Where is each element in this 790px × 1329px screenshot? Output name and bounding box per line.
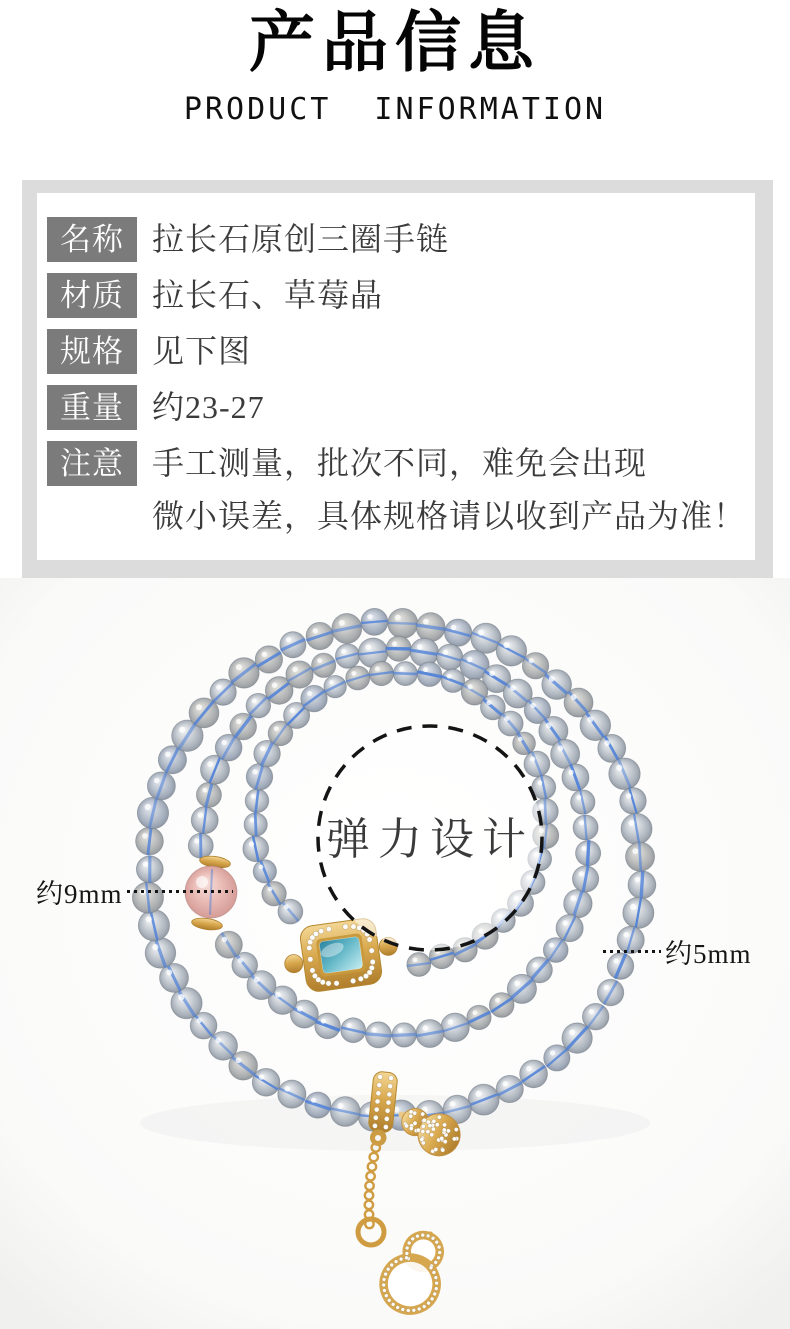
size-annotation-9mm bbox=[36, 872, 233, 911]
info-row-weight bbox=[47, 385, 755, 430]
info-card bbox=[37, 193, 755, 560]
leader-line bbox=[127, 890, 233, 893]
info-row-material bbox=[47, 273, 755, 318]
size-annotation-5mm bbox=[603, 932, 752, 971]
label-chip: 注意 bbox=[47, 441, 137, 486]
label-chip: 重量 bbox=[47, 385, 137, 430]
info-row-spec bbox=[47, 329, 755, 374]
info-row-name bbox=[47, 217, 755, 262]
leader-line bbox=[603, 950, 661, 953]
note-line1: 手工测量，批次不同，难免会出现 bbox=[152, 445, 648, 481]
row-value: 见下图 bbox=[152, 333, 252, 369]
row-value bbox=[152, 441, 746, 537]
info-panel bbox=[22, 180, 773, 578]
bracelet-photo bbox=[0, 578, 790, 1329]
annotation-text: 约5mm bbox=[665, 939, 752, 969]
label-chip: 名称 bbox=[47, 217, 137, 262]
note-line2: 微小误差，具体规格请以收到产品为准！ bbox=[152, 498, 747, 534]
label-chip: 规格 bbox=[47, 329, 137, 374]
row-value: 拉长石、草莓晶 bbox=[152, 277, 384, 313]
badge-label: 弹力设计 bbox=[326, 815, 534, 864]
row-value: 约23-27 bbox=[152, 389, 265, 425]
annotation-text: 约9mm bbox=[36, 879, 123, 909]
row-value: 拉长石原创三圈手链 bbox=[152, 221, 450, 257]
label-chip: 材质 bbox=[47, 273, 137, 318]
page-title: 产品信息 bbox=[249, 7, 541, 80]
elastic-design-badge bbox=[318, 726, 542, 950]
info-row-note bbox=[47, 441, 755, 537]
page-subtitle: PRODUCT INFORMATION bbox=[183, 92, 607, 127]
